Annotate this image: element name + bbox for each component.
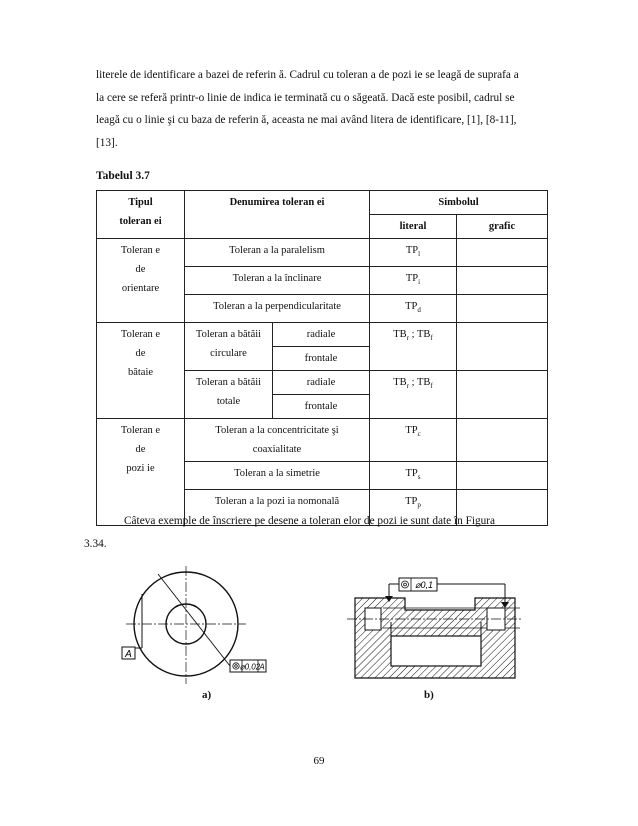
header-type-line1: Tipul <box>128 197 153 208</box>
literal-symbol <box>370 462 457 490</box>
text-line: Câteva exemple de înscriere pe desene a toleran elor de pozi ie sunt date în Figura <box>124 515 496 527</box>
symbol-sub: s <box>417 473 421 481</box>
tolerance-name: Toleran a la înclinare <box>185 267 370 295</box>
type-line: Toleran e <box>120 329 161 340</box>
table-row <box>97 419 548 462</box>
group-bataie <box>97 323 185 419</box>
symbol-text: TP <box>405 245 419 256</box>
literal-symbol <box>370 267 457 295</box>
tolerance-name: Toleran a la perpendicularitate <box>185 295 370 323</box>
grafic-symbol <box>457 295 548 323</box>
datum-a-label: A <box>125 649 132 660</box>
tolerance-name: Toleran a la paralelism <box>185 239 370 267</box>
text-line: [13]. <box>96 136 118 149</box>
header-grafic: grafic <box>457 215 548 239</box>
table-row <box>97 323 548 347</box>
symbol-text: TP <box>405 425 418 436</box>
symbol-sep: ; <box>409 377 417 388</box>
type-line: de <box>135 348 146 359</box>
symbol-text: TB <box>416 377 431 388</box>
header-type-line2: toleran ei <box>119 216 162 227</box>
symbol-sub: p <box>417 501 421 509</box>
type-line: de <box>135 264 146 275</box>
tolerance-table <box>96 190 548 526</box>
type-line: de <box>135 444 146 455</box>
text-line: la cere se referă printr-o linie de indica ie terminată cu o săgeată. Dacă este posibil, cadrul se <box>96 91 515 104</box>
tolerance-name <box>185 323 273 371</box>
symbol-sub: l <box>418 250 421 258</box>
symbol-sub: d <box>417 306 421 314</box>
symbol-text: TP <box>405 496 418 507</box>
table-caption: Tabelul 3.7 <box>96 170 150 182</box>
symbol-sub: r <box>406 382 409 390</box>
type-line: pozi ie <box>126 463 155 474</box>
tolerance-name: Toleran a la pozi ia nomonală <box>185 490 370 526</box>
grafic-symbol <box>457 267 548 295</box>
frame-a-value: ⌀0,02 <box>239 662 261 672</box>
literal-symbol <box>370 295 457 323</box>
symbol-text: TP <box>405 301 418 312</box>
header-symbol: Simbolul <box>370 191 548 215</box>
name-line: Toleran a bătăii <box>195 329 262 340</box>
literal-symbol <box>370 239 457 267</box>
symbol-text: TP <box>405 468 418 479</box>
header-name: Denumirea toleran ei <box>185 191 370 239</box>
figure-b-drawing <box>345 566 525 690</box>
frame-b-value: ⌀0,1 <box>415 580 433 590</box>
figure-b-label: b) <box>424 689 434 701</box>
name-line: Toleran a bătăii <box>195 377 262 388</box>
type-line: Toleran e <box>120 245 161 256</box>
grafic-symbol <box>457 371 548 419</box>
subtype: radiale <box>273 371 370 395</box>
subtype: radiale <box>273 323 370 347</box>
literal-symbol <box>370 323 457 371</box>
figure-intro-paragraph <box>84 510 544 555</box>
symbol-text: TB <box>393 377 407 388</box>
literal-symbol <box>370 419 457 462</box>
symbol-text: TP <box>405 273 419 284</box>
page-number: 69 <box>313 755 325 767</box>
figure-a-drawing <box>118 566 268 688</box>
header-type <box>97 191 185 239</box>
subtype: frontale <box>273 395 370 419</box>
symbol-text: TB <box>393 329 407 340</box>
symbol-sub: f <box>430 382 433 390</box>
text-line: leagă cu o linie şi cu baza de referin ă, aceasta ne mai având litera de identificare, [1], [8-11], <box>96 114 517 126</box>
grafic-symbol <box>457 323 548 371</box>
table-row <box>97 239 548 267</box>
name-line: Toleran a la concentricitate şi <box>215 425 339 436</box>
table-header-row <box>97 191 548 215</box>
tolerance-name: Toleran a la simetrie <box>185 462 370 490</box>
header-literal: literal <box>370 215 457 239</box>
tolerance-name <box>185 419 370 462</box>
intro-paragraph <box>96 64 544 154</box>
text-line: 3.34. <box>84 537 107 550</box>
type-line: orientare <box>121 283 160 294</box>
frame-a-ref: A <box>259 662 265 672</box>
tolerance-name <box>185 371 273 419</box>
name-line: coaxialitate <box>252 444 302 455</box>
grafic-symbol <box>457 462 548 490</box>
text-line: literele de identificare a bazei de referin ă. Cadrul cu toleran a de pozi ie se leagă de suprafa a <box>96 69 519 81</box>
symbol-sub: i <box>418 278 421 286</box>
symbol-sub: f <box>430 334 433 342</box>
type-line: bătaie <box>127 367 154 378</box>
symbol-sub: r <box>406 334 409 342</box>
figure-a-label: a) <box>202 689 212 701</box>
name-line: totale <box>216 396 241 407</box>
symbol-sep: ; <box>409 329 417 340</box>
literal-symbol <box>370 371 457 419</box>
name-line: circulare <box>210 348 247 359</box>
symbol-sub: c <box>417 430 421 438</box>
grafic-symbol <box>457 239 548 267</box>
grafic-symbol <box>457 419 548 462</box>
subtype: frontale <box>273 347 370 371</box>
group-orientare <box>97 239 185 323</box>
symbol-text: TB <box>416 329 431 340</box>
type-line: Toleran e <box>120 425 161 436</box>
